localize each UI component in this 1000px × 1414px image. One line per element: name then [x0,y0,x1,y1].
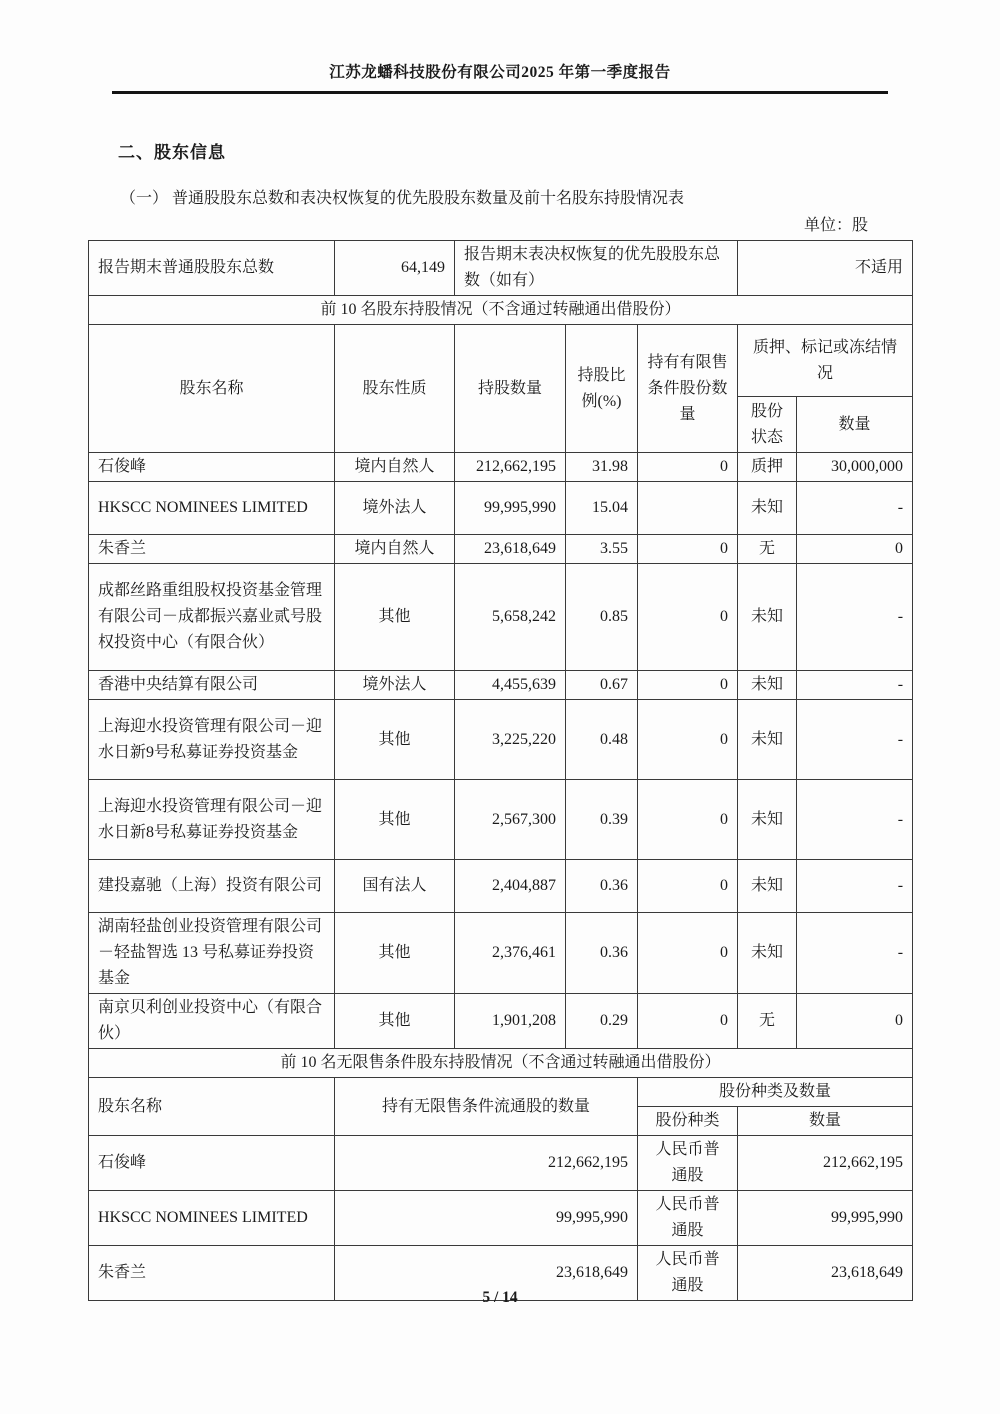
shareholder-nature: 境内自然人 [335,535,455,564]
subsection-title: （一） 普通股股东总数和表决权恢复的优先股股东数量及前十名股东持股情况表 [120,190,685,207]
shareholder-name: 石俊峰 [89,1136,335,1191]
shareholding-ratio: 0.85 [566,564,638,671]
unrestricted-count: 212,662,195 [335,1136,638,1191]
shareholding-ratio: 31.98 [566,453,638,482]
col-header-name-2: 股东名称 [89,1078,335,1136]
restricted-shares [638,482,738,535]
shareholder-name: 上海迎水投资管理有限公司－迎水日新8号私募证券投资基金 [89,780,335,860]
shareholder-nature: 国有法人 [335,860,455,913]
shareholder-name: 南京贝利创业投资中心（有限合伙） [89,994,335,1049]
col-header-pledge-qty: 数量 [797,397,913,453]
pledge-status: 无 [738,535,797,564]
shareholding-ratio: 0.36 [566,860,638,913]
col-header-restricted: 持有有限售条件股份数量 [638,325,738,453]
shareholder-name: 朱香兰 [89,535,335,564]
share-type: 人民币普通股 [638,1136,738,1191]
shareholding-ratio: 0.36 [566,913,638,994]
col-header-share-type: 股份种类 [638,1107,738,1136]
shareholding-ratio: 0.29 [566,994,638,1049]
pledge-status: 未知 [738,671,797,700]
table-row [89,860,913,913]
shareholding-ratio: 15.04 [566,482,638,535]
shareholder-nature: 其他 [335,780,455,860]
unrestricted-banner-row [89,1049,913,1078]
page-number: 5 / 14 [482,1289,518,1306]
top10-banner: 前 10 名股东持股情况（不含通过转融通出借股份） [89,296,913,325]
unrestricted-count: 23,618,649 [335,1246,638,1301]
shareholder-name: 香港中央结算有限公司 [89,671,335,700]
shareholder-table [88,240,913,1301]
pledge-qty: - [797,913,913,994]
shareholder-nature: 其他 [335,564,455,671]
shares-held: 212,662,195 [455,453,566,482]
col-header-ratio: 持股比例(%) [566,325,638,453]
pledge-status: 未知 [738,700,797,780]
share-qty: 212,662,195 [738,1136,913,1191]
share-type: 人民币普通股 [638,1246,738,1301]
table-row [89,994,913,1049]
pledge-qty: - [797,860,913,913]
pledge-status: 未知 [738,780,797,860]
pledge-qty: 30,000,000 [797,453,913,482]
share-qty: 23,618,649 [738,1246,913,1301]
table-row [89,913,913,994]
table-row [89,482,913,535]
pledge-qty: 0 [797,535,913,564]
unrestricted-count: 99,995,990 [335,1191,638,1246]
share-qty: 99,995,990 [738,1191,913,1246]
shareholder-nature: 其他 [335,994,455,1049]
pledge-qty: 0 [797,994,913,1049]
restricted-shares: 0 [638,671,738,700]
section-title: 二、股东信息 [118,143,226,162]
pledge-qty: - [797,482,913,535]
table-row [89,535,913,564]
shareholder-name: 湖南轻盐创业投资管理有限公司－轻盐智选 13 号私募证券投资基金 [89,913,335,994]
preferred-shareholders-value: 不适用 [738,241,913,296]
pledge-qty: - [797,564,913,671]
top10-header-row-1 [89,325,913,397]
shareholder-nature: 境内自然人 [335,453,455,482]
shares-held: 99,995,990 [455,482,566,535]
shareholder-nature: 其他 [335,913,455,994]
table-row [89,1136,913,1191]
restricted-shares: 0 [638,780,738,860]
preferred-shareholders-label: 报告期末表决权恢复的优先股股东总数（如有） [455,241,738,296]
common-shareholders-label: 报告期末普通股股东总数 [89,241,335,296]
table-row [89,1191,913,1246]
shares-held: 2,376,461 [455,913,566,994]
pledge-qty: - [797,700,913,780]
shareholding-ratio: 0.48 [566,700,638,780]
col-header-share-qty: 数量 [738,1107,913,1136]
shareholder-name: 石俊峰 [89,453,335,482]
shareholder-name: HKSCC NOMINEES LIMITED [89,1191,335,1246]
col-header-shares: 持股数量 [455,325,566,453]
top10-banner-row [89,296,913,325]
shareholder-nature: 境外法人 [335,671,455,700]
pledge-status: 未知 [738,860,797,913]
col-header-type-group: 股份种类及数量 [638,1078,913,1107]
restricted-shares: 0 [638,535,738,564]
shareholder-name: 建投嘉驰（上海）投资有限公司 [89,860,335,913]
table-row [89,453,913,482]
pledge-status: 质押 [738,453,797,482]
restricted-shares: 0 [638,994,738,1049]
pledge-status: 未知 [738,564,797,671]
unrestricted-header-row-1 [89,1078,913,1107]
col-header-pledge-group: 质押、标记或冻结情况 [738,325,913,397]
unit-label: 单位：股 [803,217,868,234]
restricted-shares: 0 [638,700,738,780]
shareholder-nature: 其他 [335,700,455,780]
shares-held: 3,225,220 [455,700,566,780]
common-shareholders-value: 64,149 [335,241,455,296]
pledge-status: 未知 [738,482,797,535]
table-row [89,780,913,860]
col-header-unrestricted-count: 持有无限售条件流通股的数量 [335,1078,638,1136]
col-header-pledge-status: 股份状态 [738,397,797,453]
pledge-qty: - [797,671,913,700]
shares-held: 5,658,242 [455,564,566,671]
pledge-status: 无 [738,994,797,1049]
shares-held: 23,618,649 [455,535,566,564]
shareholding-ratio: 3.55 [566,535,638,564]
shareholder-name: 朱香兰 [89,1246,335,1301]
shares-held: 4,455,639 [455,671,566,700]
restricted-shares: 0 [638,564,738,671]
restricted-shares: 0 [638,913,738,994]
shareholder-name: 上海迎水投资管理有限公司－迎水日新9号私募证券投资基金 [89,700,335,780]
shareholder-nature: 境外法人 [335,482,455,535]
shares-held: 2,404,887 [455,860,566,913]
share-type: 人民币普通股 [638,1191,738,1246]
pledge-status: 未知 [738,913,797,994]
doc-header-title: 江苏龙蟠科技股份有限公司2025 年第一季度报告 [112,60,888,94]
pledge-qty: - [797,780,913,860]
summary-row [89,241,913,296]
shares-held: 1,901,208 [455,994,566,1049]
restricted-shares: 0 [638,860,738,913]
shareholder-name: HKSCC NOMINEES LIMITED [89,482,335,535]
table-row [89,700,913,780]
unrestricted-banner: 前 10 名无限售条件股东持股情况（不含通过转融通出借股份） [89,1049,913,1078]
col-header-name: 股东名称 [89,325,335,453]
shareholder-name: 成都丝路重组股权投资基金管理有限公司－成都振兴嘉业贰号股权投资中心（有限合伙） [89,564,335,671]
shareholding-ratio: 0.39 [566,780,638,860]
shareholding-ratio: 0.67 [566,671,638,700]
table-row [89,564,913,671]
restricted-shares: 0 [638,453,738,482]
table-row [89,671,913,700]
col-header-nature: 股东性质 [335,325,455,453]
shares-held: 2,567,300 [455,780,566,860]
